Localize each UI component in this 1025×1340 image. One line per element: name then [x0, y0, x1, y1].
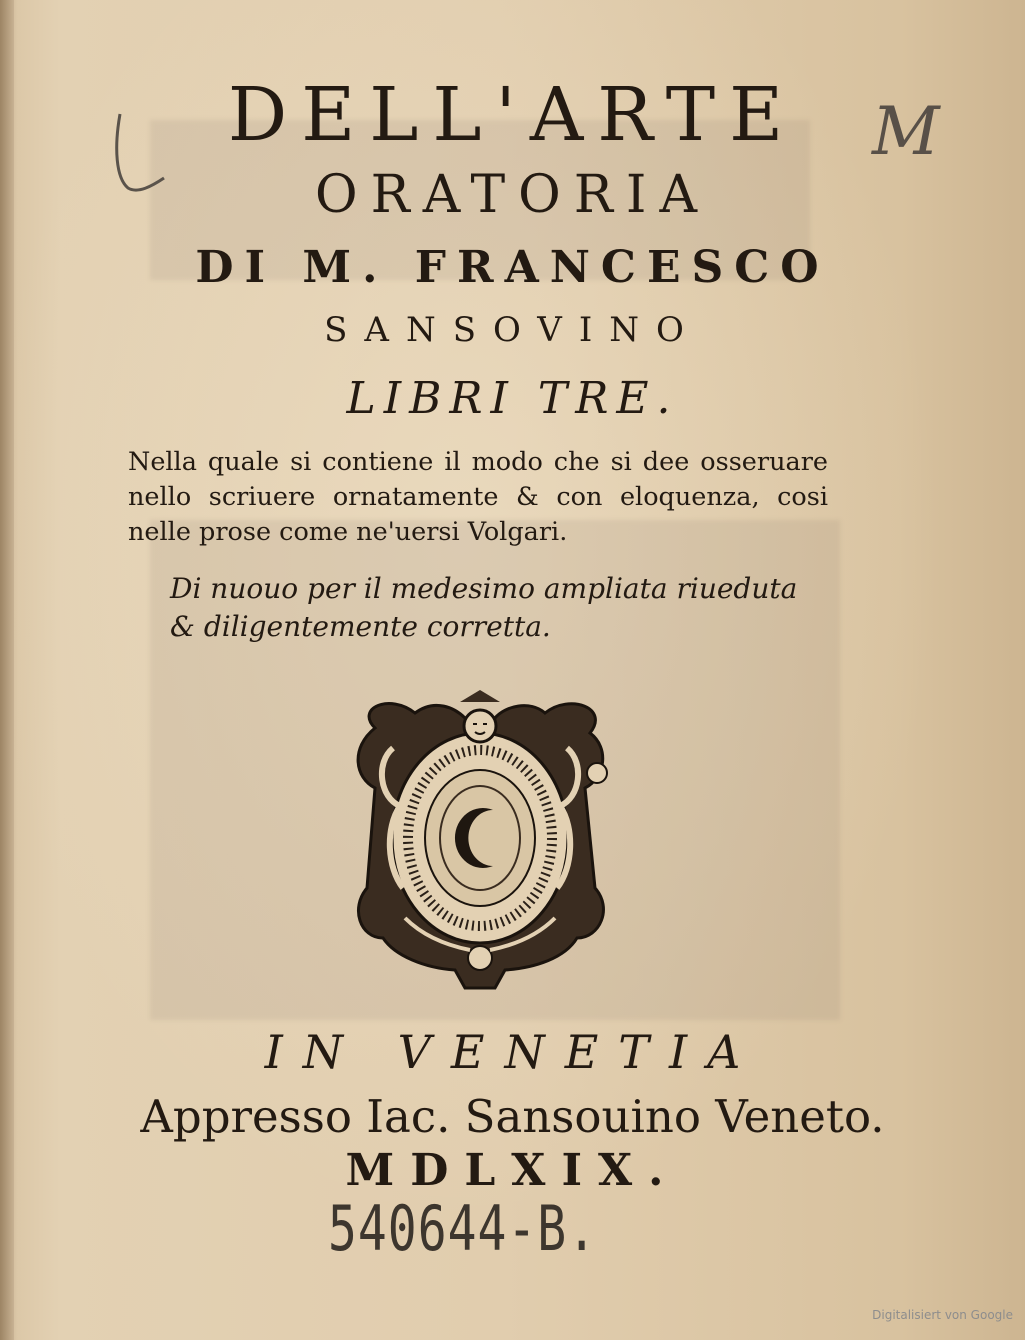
imprint-year: MDLXIX. [345, 1145, 680, 1196]
title-line-1: DELL'ARTE [227, 72, 798, 158]
description-paragraph: Nella quale si contiene il modo che si dee osseruare nello scriuere ornatamente & con eloquenza, cosi nelle prose come ne'uersi Volgari. [128, 447, 828, 547]
digitization-watermark: Digitalisiert von Google [872, 1308, 1013, 1322]
author-line-1: DI M. FRANCESCO [195, 242, 830, 293]
printers-device-icon [345, 688, 615, 993]
revision-note: Di nuouo per il medesimo ampliata riueduta & diligentemente corretta. [170, 572, 798, 643]
title-line-2: ORATORIA [314, 165, 711, 225]
imprint-place: IN VENETIA [264, 1025, 761, 1079]
library-shelfmark-stamp: 540644-B. [328, 1193, 598, 1266]
imprint-publisher: Appresso Iac. Sansouino Veneto. [140, 1090, 885, 1143]
books-line: LIBRI TRE. [346, 373, 679, 424]
author-line-2: SANSOVINO [324, 310, 701, 350]
margin-note: M [872, 93, 934, 170]
